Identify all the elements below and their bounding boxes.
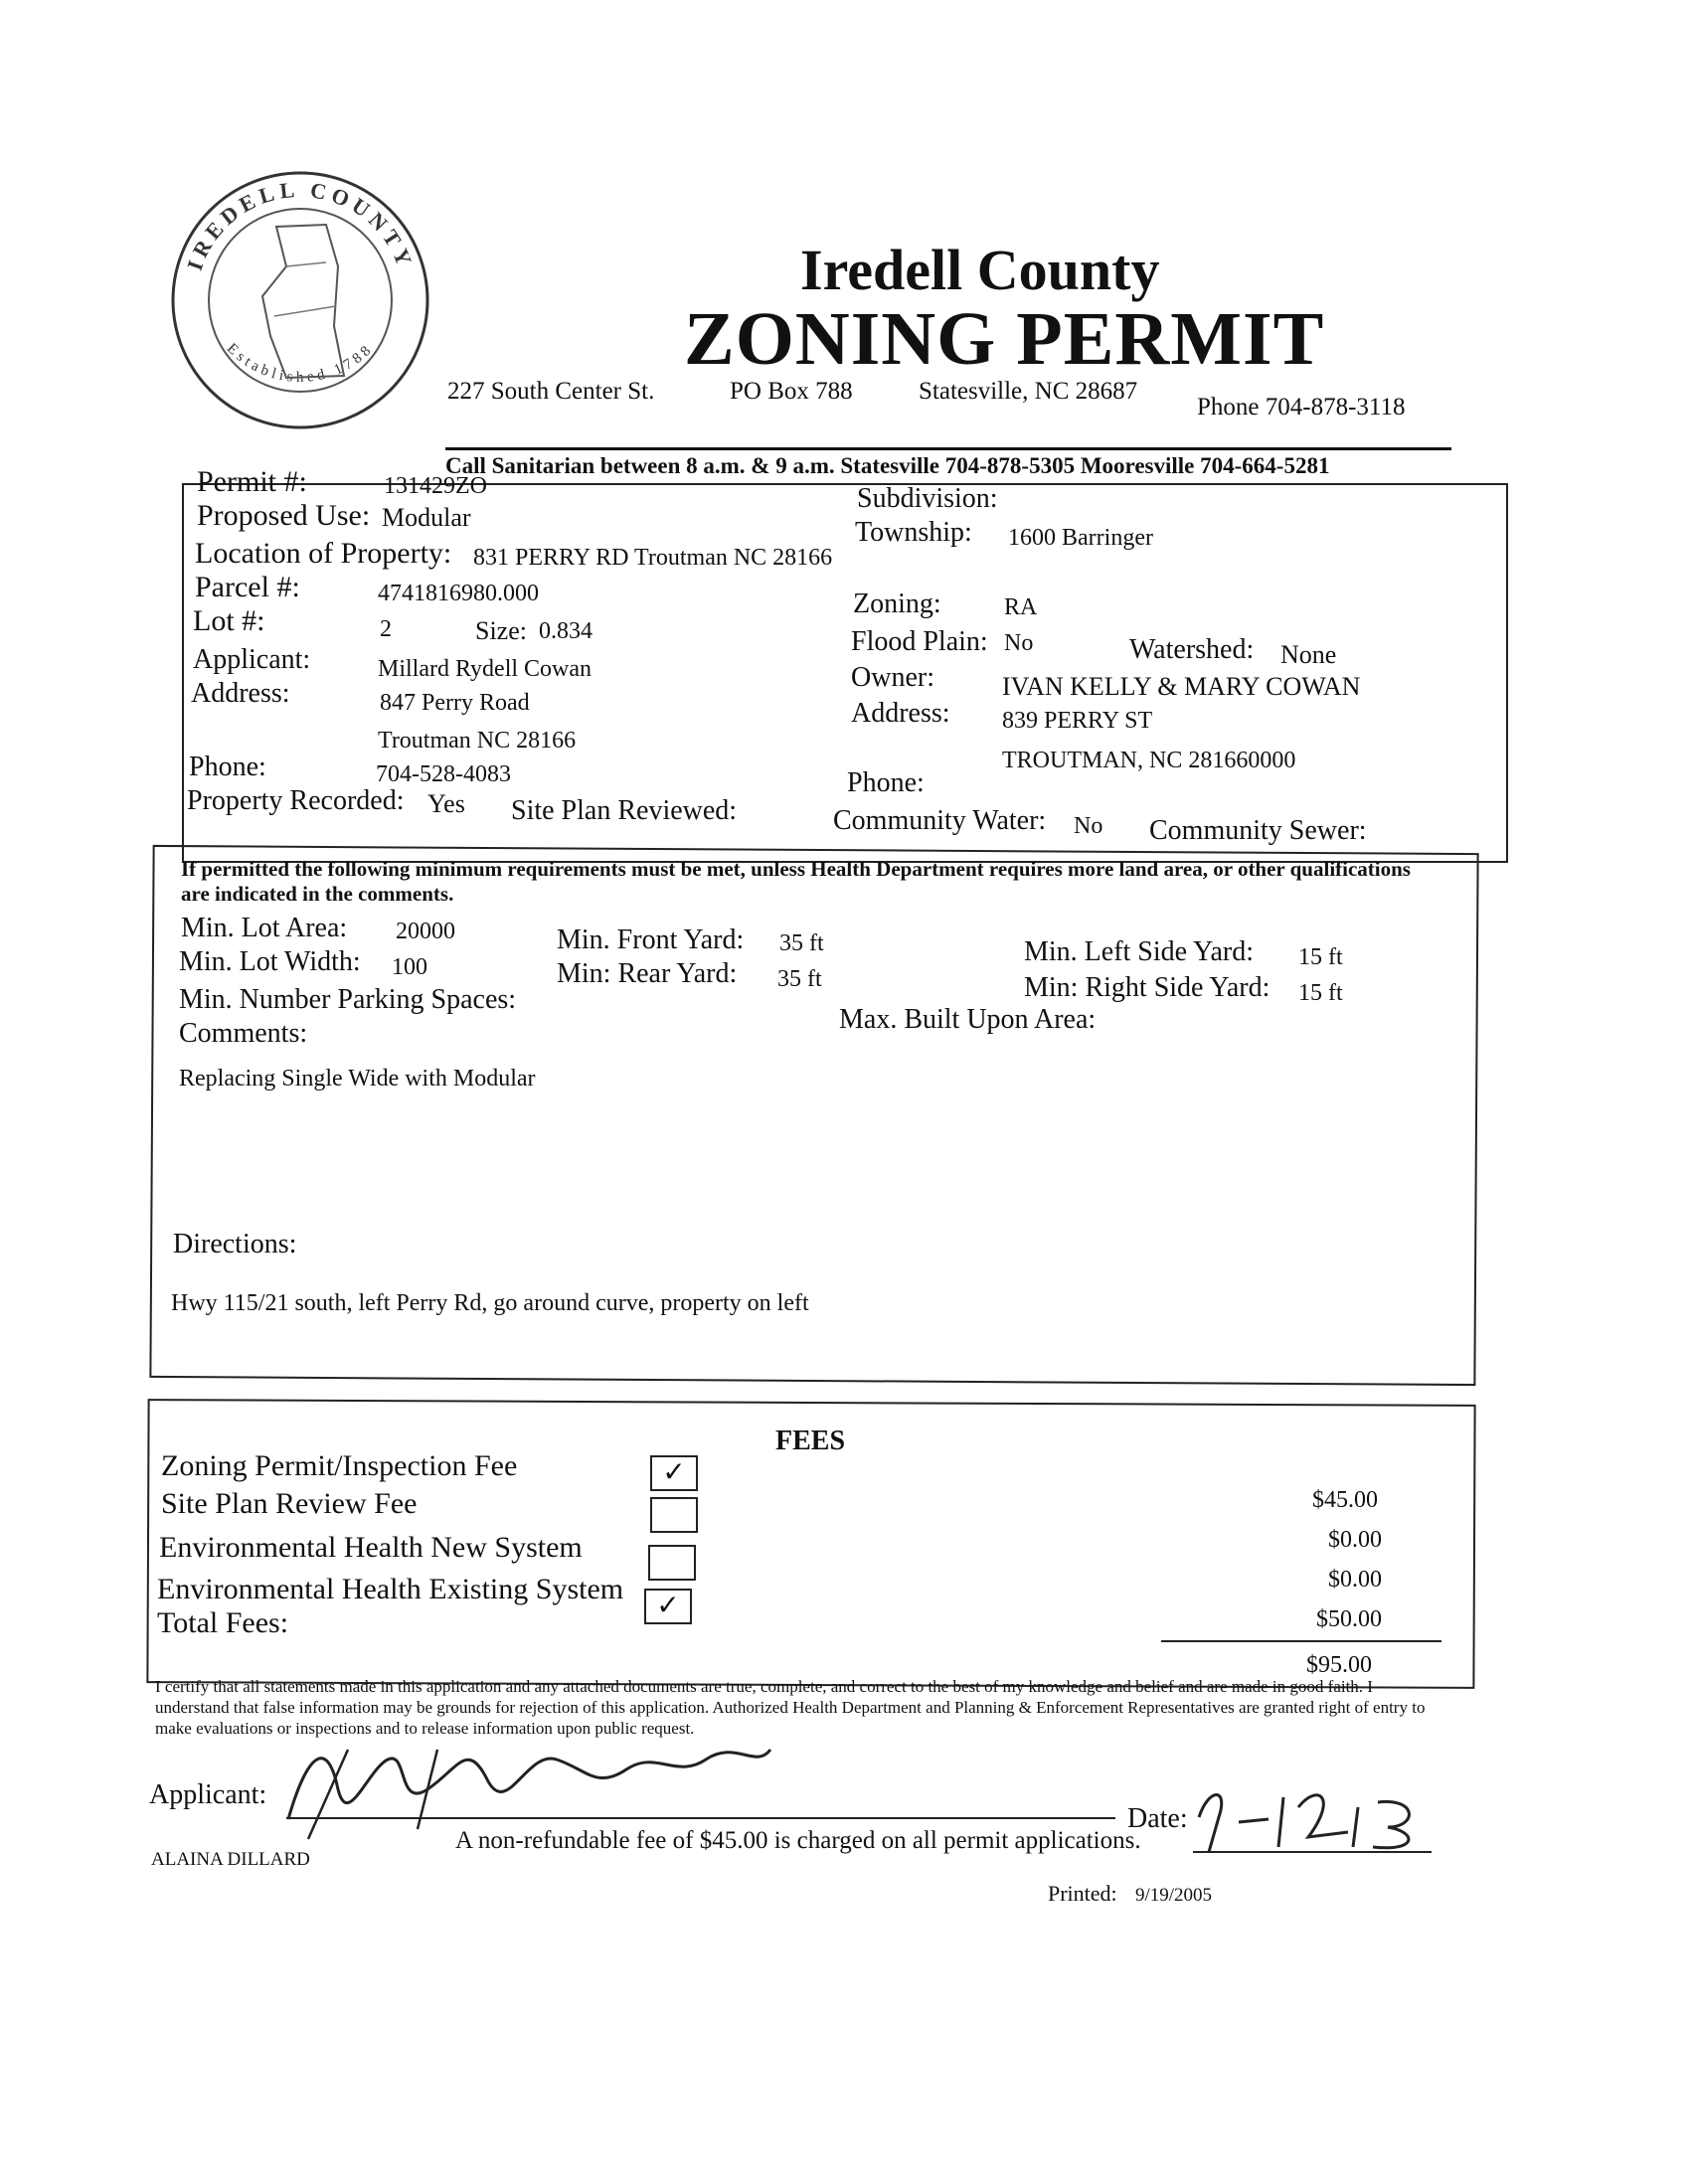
comments-value: Replacing Single Wide with Modular [179, 1066, 536, 1092]
applicant-value: Millard Rydell Cowan [378, 656, 593, 682]
fee-note: A non-refundable fee of $45.00 is charged on all permit applications. [455, 1827, 1141, 1854]
township-value: 1600 Barringer [1008, 525, 1153, 551]
community-water-label: Community Water: [833, 805, 1047, 836]
owner-address-line2: TROUTMAN, NC 281660000 [1002, 748, 1296, 773]
property-recorded-label: Property Recorded: [187, 785, 405, 816]
fee-label-eh-existing: Environmental Health Existing System [157, 1573, 624, 1605]
property-recorded-value: Yes [427, 789, 465, 818]
header-pobox: PO Box 788 [730, 378, 853, 405]
fee-amount-eh-existing: $50.00 [1316, 1606, 1382, 1632]
min-lot-width-value: 100 [392, 954, 427, 980]
fee-amount-zoning: $45.00 [1312, 1487, 1378, 1513]
printed-label: Printed: [1048, 1881, 1117, 1906]
permit-number-label: Permit #: [197, 465, 307, 498]
min-right-side-yard-value: 15 ft [1298, 980, 1343, 1006]
min-lot-area-value: 20000 [396, 919, 455, 944]
directions-value: Hwy 115/21 south, left Perry Rd, go around curve, property on left [171, 1290, 809, 1316]
owner-label: Owner: [851, 662, 934, 693]
applicant-label: Applicant: [193, 644, 311, 675]
owner-value: IVAN KELLY & MARY COWAN [1002, 672, 1361, 701]
owner-phone-label: Phone: [847, 767, 925, 798]
min-front-yard-value: 35 ft [779, 930, 824, 956]
header-city: Statesville, NC 28687 [919, 378, 1138, 405]
fee-amount-eh-new: $0.00 [1328, 1567, 1382, 1593]
fee-checkbox-site-plan[interactable] [650, 1497, 698, 1533]
location-label: Location of Property: [195, 537, 452, 570]
document-title: ZONING PERMIT [684, 297, 1325, 381]
sanitarian-call-line: Call Sanitarian between 8 a.m. & 9 a.m. Statesville 704-878-5305 Mooresville 704-664-5281 [445, 453, 1330, 478]
applicant-address-line1: 847 Perry Road [380, 690, 530, 716]
applicant-address-line2: Troutman NC 28166 [378, 728, 577, 754]
county-name: Iredell County [800, 238, 1160, 302]
clerk-name: ALAINA DILLARD [151, 1849, 310, 1870]
community-water-value: No [1074, 813, 1103, 839]
directions-label: Directions: [173, 1229, 297, 1260]
owner-address-line1: 839 PERRY ST [1002, 708, 1153, 734]
comments-label: Comments: [179, 1018, 308, 1049]
site-plan-reviewed-label: Site Plan Reviewed: [511, 795, 738, 826]
header-rule [445, 447, 1451, 450]
seal-text-bottom: Established 1788 [223, 340, 378, 386]
watershed-label: Watershed: [1129, 634, 1255, 665]
total-rule [1161, 1640, 1441, 1642]
fee-label-zoning: Zoning Permit/Inspection Fee [161, 1449, 518, 1482]
watershed-value: None [1280, 640, 1337, 669]
lot-value: 2 [380, 616, 392, 642]
min-front-yard-label: Min. Front Yard: [557, 924, 745, 955]
fee-checkbox-eh-existing[interactable]: ✓ [644, 1589, 692, 1624]
parcel-label: Parcel #: [195, 571, 300, 603]
svg-text:Established 1788 [224, 340, 377, 385]
min-right-side-yard-label: Min: Right Side Yard: [1024, 972, 1270, 1003]
min-parking-label: Min. Number Parking Spaces: [179, 984, 517, 1015]
zoning-value: RA [1004, 594, 1038, 620]
parcel-value: 4741816980.000 [378, 581, 539, 606]
fees-title: FEES [775, 1426, 846, 1456]
subdivision-label: Subdivision: [857, 483, 998, 514]
fee-checkbox-eh-new[interactable] [648, 1545, 696, 1581]
community-sewer-label: Community Sewer: [1149, 815, 1367, 846]
lot-label: Lot #: [193, 604, 265, 637]
zoning-label: Zoning: [853, 588, 941, 619]
flood-plain-label: Flood Plain: [851, 626, 988, 657]
fee-amount-site-plan: $0.00 [1328, 1527, 1382, 1553]
min-rear-yard-value: 35 ft [777, 966, 822, 992]
fee-checkbox-zoning[interactable]: ✓ [650, 1455, 698, 1491]
printed-date: 9/19/2005 [1135, 1885, 1213, 1906]
proposed-use-value: Modular [382, 503, 471, 532]
flood-plain-value: No [1004, 630, 1034, 656]
county-seal [167, 167, 433, 433]
min-left-side-yard-value: 15 ft [1298, 944, 1343, 970]
applicant-address-label: Address: [191, 678, 290, 709]
size-label: Size: [475, 616, 527, 645]
min-rear-yard-label: Min: Rear Yard: [557, 958, 738, 989]
min-lot-area-label: Min. Lot Area: [181, 913, 348, 943]
min-left-side-yard-label: Min. Left Side Yard: [1024, 936, 1254, 967]
applicant-phone-value: 704-528-4083 [376, 761, 511, 787]
township-label: Township: [855, 517, 972, 548]
max-built-upon-area-label: Max. Built Upon Area: [839, 1004, 1097, 1035]
location-value: 831 PERRY RD Troutman NC 28166 [473, 545, 833, 571]
size-value: 0.834 [539, 618, 593, 644]
header-phone: Phone 704-878-3118 [1197, 394, 1406, 420]
requirements-note: If permitted the following minimum requirements must be met, unless Health Department requires more land area, or other qualifications are indicated in the comments. [181, 857, 1411, 906]
permit-number-value: 131429ZO [384, 473, 487, 499]
proposed-use-label: Proposed Use: [197, 499, 371, 532]
certification-text: I certify that all statements made in this application and any attached documents are true, complete, and correct to the best of my knowledge and belief and are made in good faith. I understand that false information may be grounds for rejection of this application. Authorized Health Department and Planning & Enforcement Representatives are granted right of entry to make evaluations or inspections and to release information upon public request. [155, 1677, 1426, 1738]
min-lot-width-label: Min. Lot Width: [179, 946, 361, 977]
total-fees-label: Total Fees: [157, 1606, 289, 1639]
fee-label-site-plan: Site Plan Review Fee [161, 1487, 418, 1520]
owner-address-label: Address: [851, 698, 950, 729]
total-fees-value: $95.00 [1306, 1652, 1372, 1678]
applicant-phone-label: Phone: [189, 752, 266, 782]
date-label: Date: [1127, 1803, 1188, 1834]
fee-label-eh-new: Environmental Health New System [159, 1531, 583, 1564]
header-street: 227 South Center St. [447, 378, 655, 405]
date-handwriting [1189, 1777, 1438, 1857]
applicant-signature-label: Applicant: [149, 1779, 267, 1810]
seal-text-top: IREDELL COUNTY [181, 176, 420, 274]
